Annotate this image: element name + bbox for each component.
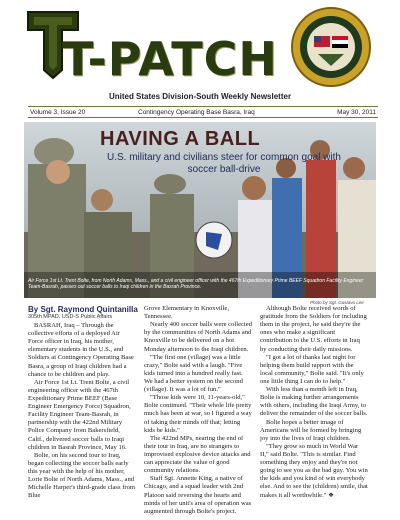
article-column-3 [260, 305, 368, 500]
story-headline: HAVING A BALL [100, 128, 261, 150]
article-paragraph: Bolte, on his second tour to Iraq, began collecting the soccer balls early this year with the help of his mother, Lorie Bolte of North Adams, Mass., and Michelle Harper's third-grade class from Blue [28, 451, 136, 500]
photo-caption: Air Force 1st Lt. Trent Bolte, from North Adams, Mass., and a civil engineer officer with the 467th Expeditionary Prime BEEF Squadron Facility Engineer Team-Basrah, passes out soccer balls to Iraqi children in the Basrah Province. [28, 278, 364, 291]
issue-volume: Volume 3, Issue 20 [30, 109, 86, 116]
article-paragraph: Nearly 400 soccer balls were collected by the communities of North Adams and Knoxville to be delivered on a hot Monday afternoon to the Iraqi children. [144, 321, 252, 353]
article-column-1 [28, 322, 136, 500]
article-column-2 [144, 305, 252, 516]
article-paragraph: With less than a month left in Iraq, Bolte is making further arrangements with others, including the Iraqi Army, to deliver the remainder of the soccer balls. [260, 386, 368, 418]
article-paragraph: Staff Sgt. Annette King, a native of Chicago, and a squad leader with 2nd Platoon said reversing the hearts and minds of her unit's area of operation was augmented through Bolte's project. [144, 475, 252, 515]
masthead [0, 0, 400, 104]
article-paragraph: "They grow so much in World War II," said Bolte. "This is similar. Find something they enjoy and they're not going to see you as the bad guy. You win the kids and you kind of win everybody else. And to see the (children) smile, that makes it all worthwhile." ❖ [260, 442, 368, 499]
story-byline: By Sgt. Raymond Quintanilla [28, 305, 138, 314]
issue-location: Contingency Operating Base Basra, Iraq [138, 109, 255, 116]
article-paragraph: Bolte hopes a better image of Americans will be formed by bringing joy into the lives of Iraqi children. [260, 418, 362, 442]
photo-credit: Photo by Sgt. Gustavo Lee [310, 300, 364, 305]
issue-date: May 30, 2011 [337, 109, 376, 116]
article-paragraph: Grove Elementary in Knoxville, Tennessee. [144, 305, 229, 321]
article-paragraph: "The first one (village) was a little crazy," Bolte said with a laugh. "Five kids turned into a hundred really fast. We had a better system on the second (village). It was a lot of fun." [144, 353, 243, 394]
newsletter-subtitle: United States Division-South Weekly Newsletter [108, 92, 292, 101]
article-paragraph: Air Force 1st Lt. Trent Bolte, a civil engineering officer with the 467th Expeditionary Prime BEEF (Base Engineer Emergency Force) Squadron, Facility Engineer Team-Basrah, in partnership with the 422nd Military Police Company from Bakersfield, Calif., delivered soccer balls to Iraqi children in Basrah Province, May 16. [28, 378, 131, 451]
unit-seal-icon [290, 6, 372, 88]
article-paragraph: "I got a lot of thanks last night for helping them build rapport with the local community," Bolte said. "It's only one little thing I can do to help." [260, 353, 364, 385]
story-deck: U.S. military and civilians steer for common goal with soccer ball-drive [107, 152, 341, 175]
article-paragraph: BASRAH, Iraq – Through the collective efforts of a deployed Air Force officer in Iraq, his mother, elementary students in the U.S., and Soldiers at Contingency Operating Base Basra, a group of Iraqi children had a chance to be children and play. [28, 322, 134, 378]
article-paragraph: Although Bolte received words of gratitude from the Soldiers for including them in the project, he said they're the ones who make a significant contribution to the U.S. efforts in Iraq by conducting their daily missions. [260, 305, 367, 353]
story-byline-unit: 305th MPAD, USD-S Public Affairs [28, 314, 113, 320]
article-paragraph: The 422nd MPs, nearing the end of their tour in Iraq, are no strangers to improvised explosive device attacks and can appreciate the value of good community relations. [144, 434, 251, 475]
article-paragraph: "Those kids were 10, 11-years-old," Bolte continued. "Their whole life pretty much has been at war, so I figured a way of taking their minds off that; letting kids be kids." [144, 394, 252, 434]
issue-info-bar [28, 106, 378, 118]
newsletter-title: T-PATCH [62, 32, 278, 86]
